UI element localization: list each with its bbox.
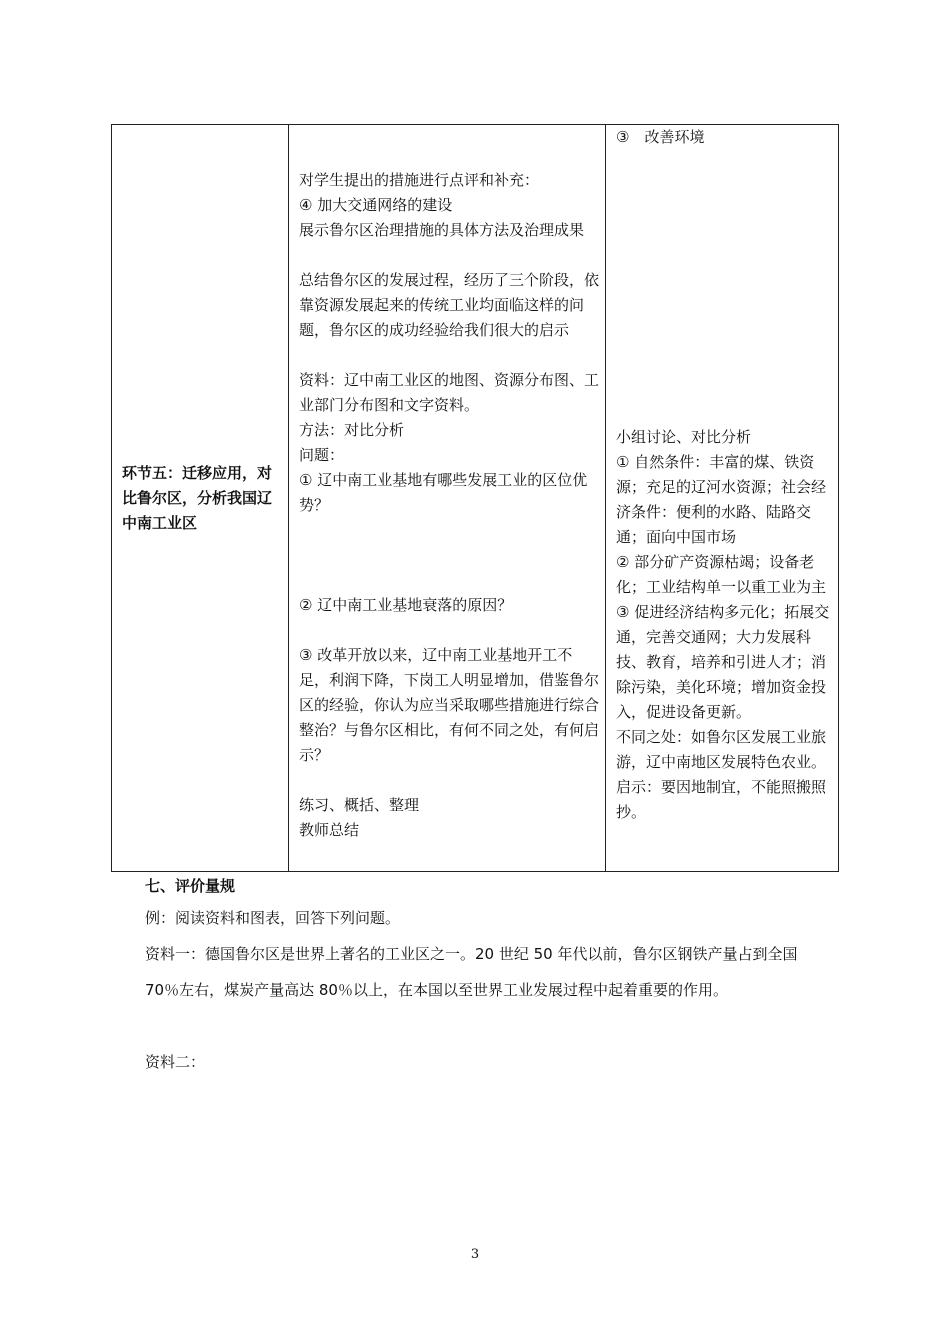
answer-2: ② 部分矿产资源枯竭；设备老化；工业结构单一以重工业为主 [616,553,827,596]
student-top-item: ③ 改善环境 [616,128,705,146]
stage-cell [112,125,289,872]
page-number: 3 [470,1247,480,1262]
answer-3: ③ 促进经济结构多元化；拓展交通，完善交通网；大力发展科技、教育，培养和引进人才；消除污染，美化环境；增加资金投入，促进设备更新。 [616,603,830,721]
student-activity-cell [606,125,839,872]
material-two: 资料二： [145,1053,206,1071]
teacher-method: 方法：对比分析 [299,421,405,439]
teacher-measure: ④ 加大交通网络的建设 [299,196,453,214]
answer-1: ① 自然条件：丰富的煤、铁资源；充足的辽河水资源；社会经济条件：便利的水路、陆路交通；面向中国市场 [616,453,827,546]
example-prompt: 例：阅读资料和图表，回答下列问题。 [145,909,401,927]
material-one: 资料一：德国鲁尔区是世界上著名的工业区之一。20 世纪 50 年代以前，鲁尔区钢铁产量占到全国 70％左右，煤炭产量高达 80％以上，在本国以至世界工业发展过程中起着重要的作用。 [145,945,798,999]
practice-line: 练习、概括、整理 [299,796,420,814]
teacher-conclude: 教师总结 [299,821,360,839]
question-3: ③ 改革开放以来，辽中南工业基地开工不足，利润下降，下岗工人明显增加，借鉴鲁尔区的经验，你认为应当采取哪些措施进行综合整治？与鲁尔区相比，有何不同之处，有何启示？ [299,646,600,764]
teacher-display: 展示鲁尔区治理措施的具体方法及治理成果 [299,221,585,239]
table-row [112,125,839,872]
teacher-activity-cell [289,125,606,872]
teacher-material: 资料：辽中南工业区的地图、资源分布图、工业部门分布图和文字资料。 [299,371,600,414]
teacher-summary: 总结鲁尔区的发展过程，经历了三个阶段，依靠资源发展起来的传统工业均面临这样的问题，鲁尔区的成功经验给我们很大的启示 [299,271,600,339]
lesson-table [111,124,839,872]
question-2: ② 辽中南工业基地衰落的原因？ [299,596,513,614]
stage-title: 环节五：迁移应用，对比鲁尔区，分析我国辽中南工业区 [122,463,273,532]
teacher-comment: 对学生提出的措施进行点评和补充： [299,171,540,189]
student-group-work: 小组讨论、对比分析 [616,428,752,446]
teacher-question-label: 问题： [299,446,345,464]
answer-4: 不同之处：如鲁尔区发展工业旅游，辽中南地区发展特色农业。启示：要因地制宜，不能照搬照抄。 [616,728,827,821]
section-title: 七、评价量规 [145,877,236,895]
question-1: ① 辽中南工业基地有哪些发展工业的区位优势？ [299,471,588,514]
